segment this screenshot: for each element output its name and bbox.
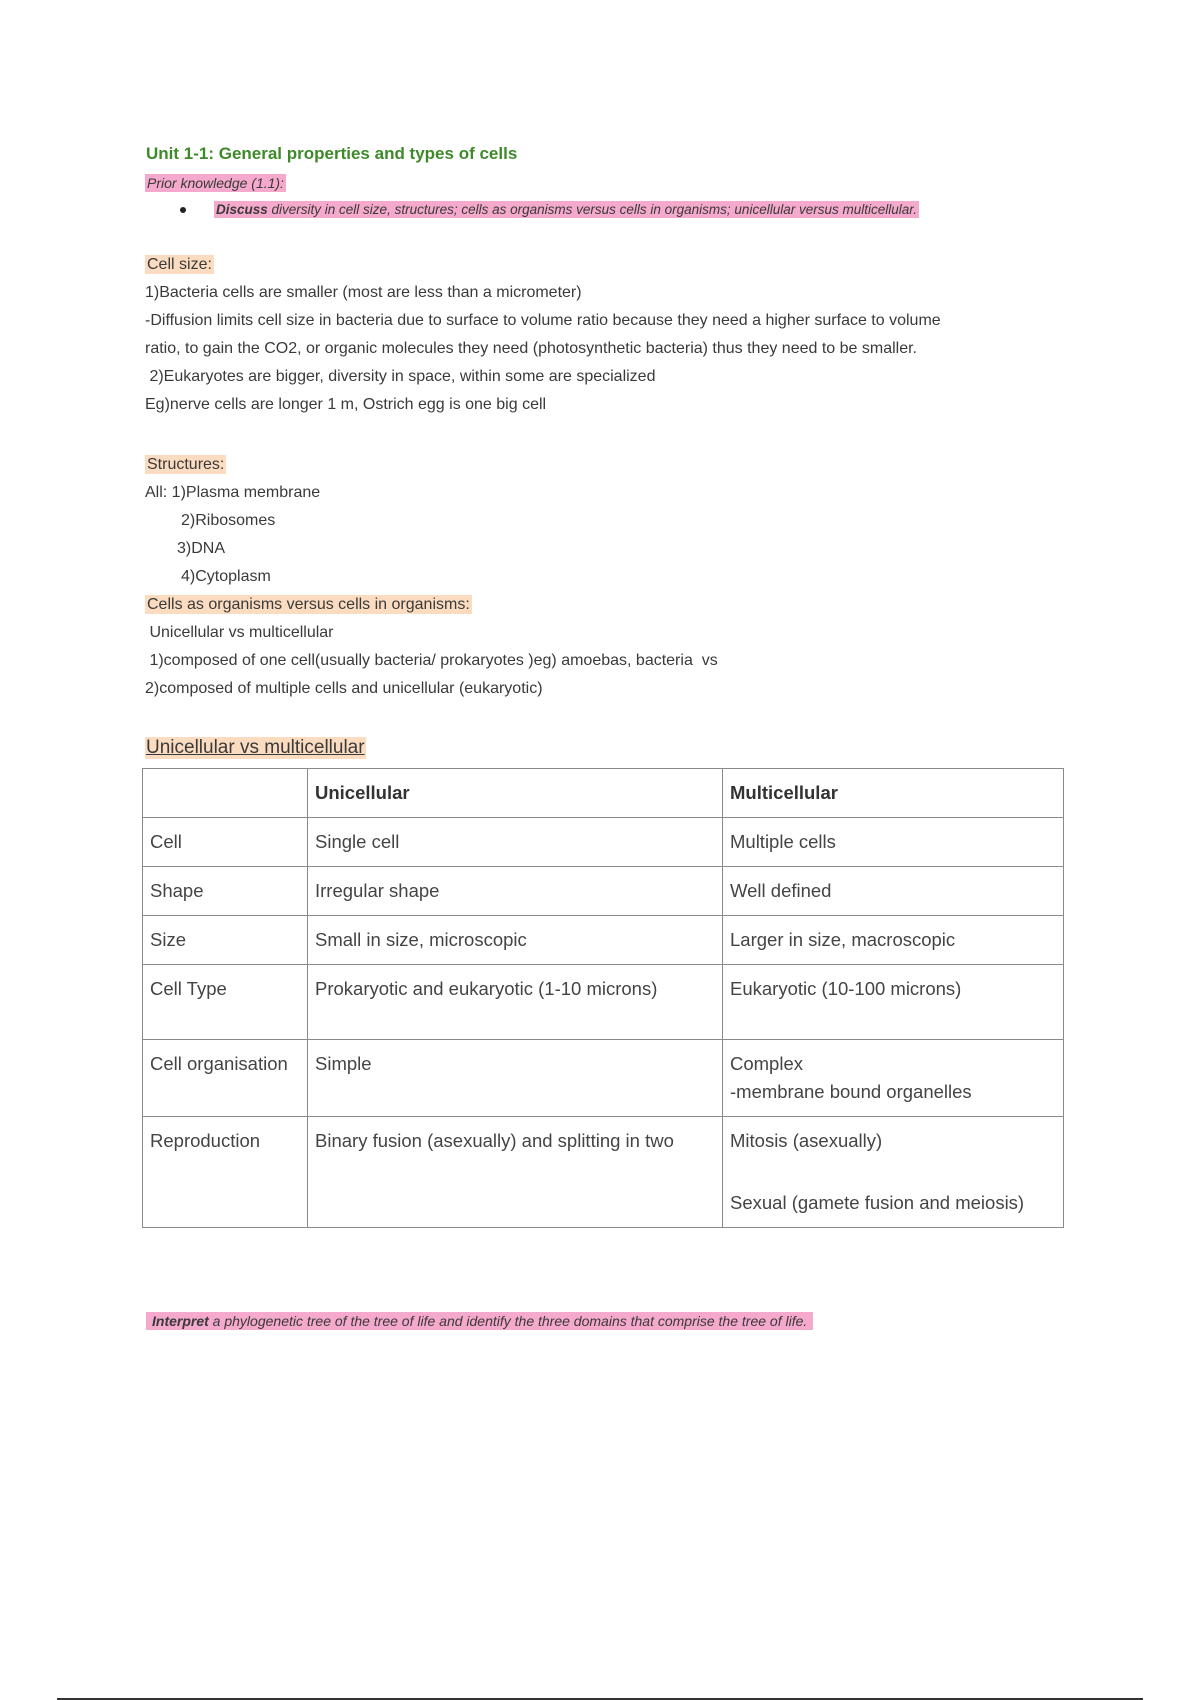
table-row (143, 1117, 1064, 1228)
row-label: Reproduction (143, 1117, 308, 1228)
line-spacer (730, 1155, 1056, 1189)
row-label: Shape (143, 867, 308, 916)
table-caption: Unicellular vs multicellular (146, 737, 365, 758)
multicellular-cell (723, 1040, 1064, 1117)
table-row (143, 965, 1064, 1040)
page-title: Unit 1-1: General properties and types of cells (146, 144, 518, 163)
structures-line: 4)Cytoplasm (181, 568, 271, 585)
multicellular-cell: Eukaryotic (10-100 microns) (723, 965, 1064, 1040)
multicellular-line: Sexual (gamete fusion and meiosis) (730, 1192, 1025, 1213)
structures-heading: Structures: (147, 456, 225, 473)
bullet-body: diversity in cell size, structures; cells as organisms versus cells in organisms; unicellular versus multicellular. (267, 202, 917, 217)
prior-knowledge-label: Prior knowledge (1.1): (147, 175, 284, 191)
organisms-line: 2)composed of multiple cells and unicellular (eukaryotic) (145, 680, 543, 697)
multicellular-cell: Larger in size, macroscopic (723, 916, 1064, 965)
multicellular-cell: Well defined (723, 867, 1064, 916)
interpret-bold: Interpret (152, 1313, 209, 1329)
cell-size-section (145, 251, 941, 419)
bullet-bold: Discuss (216, 202, 268, 217)
table-header-cell: Multicellular (723, 769, 1064, 818)
table-row (143, 818, 1064, 867)
multicellular-line: Mitosis (asexually) (730, 1130, 883, 1151)
row-label: Size (143, 916, 308, 965)
structures-line: 3)DNA (177, 540, 226, 557)
organisms-line: 1)composed of one cell(usually bacteria/ prokaryotes )eg) amoebas, bacteria vs (145, 652, 718, 669)
cell-size-line: Eg)nerve cells are longer 1 m, Ostrich egg is one big cell (145, 396, 547, 413)
table-header-row (143, 769, 1064, 818)
unicellular-cell: Prokaryotic and eukaryotic (1-10 microns) (308, 965, 723, 1040)
row-label: Cell organisation (143, 1040, 308, 1117)
structures-line: 2)Ribosomes (181, 512, 276, 529)
row-label: Cell Type (143, 965, 308, 1040)
organisms-heading: Cells as organisms versus cells in organisms: (147, 596, 470, 613)
table-header-cell: Unicellular (308, 769, 723, 818)
bullet-text (214, 201, 919, 218)
interpret-text: a phylogenetic tree of the tree of life and identify the three domains that comprise the tree of life. (208, 1313, 808, 1329)
table-header-cell (143, 769, 308, 818)
prior-knowledge-bullet (180, 202, 919, 217)
cell-size-line: -Diffusion limits cell size in bacteria due to surface to volume ratio because they need a higher surface to volume (145, 312, 941, 329)
cell-size-line: 2)Eukaryotes are bigger, diversity in space, within some are specialized (145, 368, 656, 385)
unicellular-cell: Small in size, microscopic (308, 916, 723, 965)
unicellular-cell: Single cell (308, 818, 723, 867)
table-row (143, 916, 1064, 965)
table-row (143, 1040, 1064, 1117)
comparison-table (142, 768, 1064, 1228)
interpret-objective (146, 1312, 813, 1330)
multicellular-cell: Multiple cells (723, 818, 1064, 867)
cell-size-heading: Cell size: (147, 256, 212, 273)
multicellular-cell (723, 1117, 1064, 1228)
multicellular-line: Complex (730, 1053, 803, 1074)
organisms-line: Unicellular vs multicellular (145, 624, 334, 641)
unicellular-cell: Binary fusion (asexually) and splitting in two (308, 1117, 723, 1228)
cell-size-line: 1)Bacteria cells are smaller (most are less than a micrometer) (145, 284, 582, 301)
unicellular-cell: Irregular shape (308, 867, 723, 916)
row-label: Cell (143, 818, 308, 867)
structures-line: All: 1)Plasma membrane (145, 484, 321, 501)
multicellular-line: -membrane bound organelles (730, 1081, 972, 1102)
structures-section (145, 451, 718, 703)
cell-size-line: ratio, to gain the CO2, or organic molecules they need (photosynthetic bacteria) thus they need to be smaller. (145, 340, 917, 357)
unicellular-cell: Simple (308, 1040, 723, 1117)
bullet-icon (180, 207, 186, 213)
table-row (143, 867, 1064, 916)
